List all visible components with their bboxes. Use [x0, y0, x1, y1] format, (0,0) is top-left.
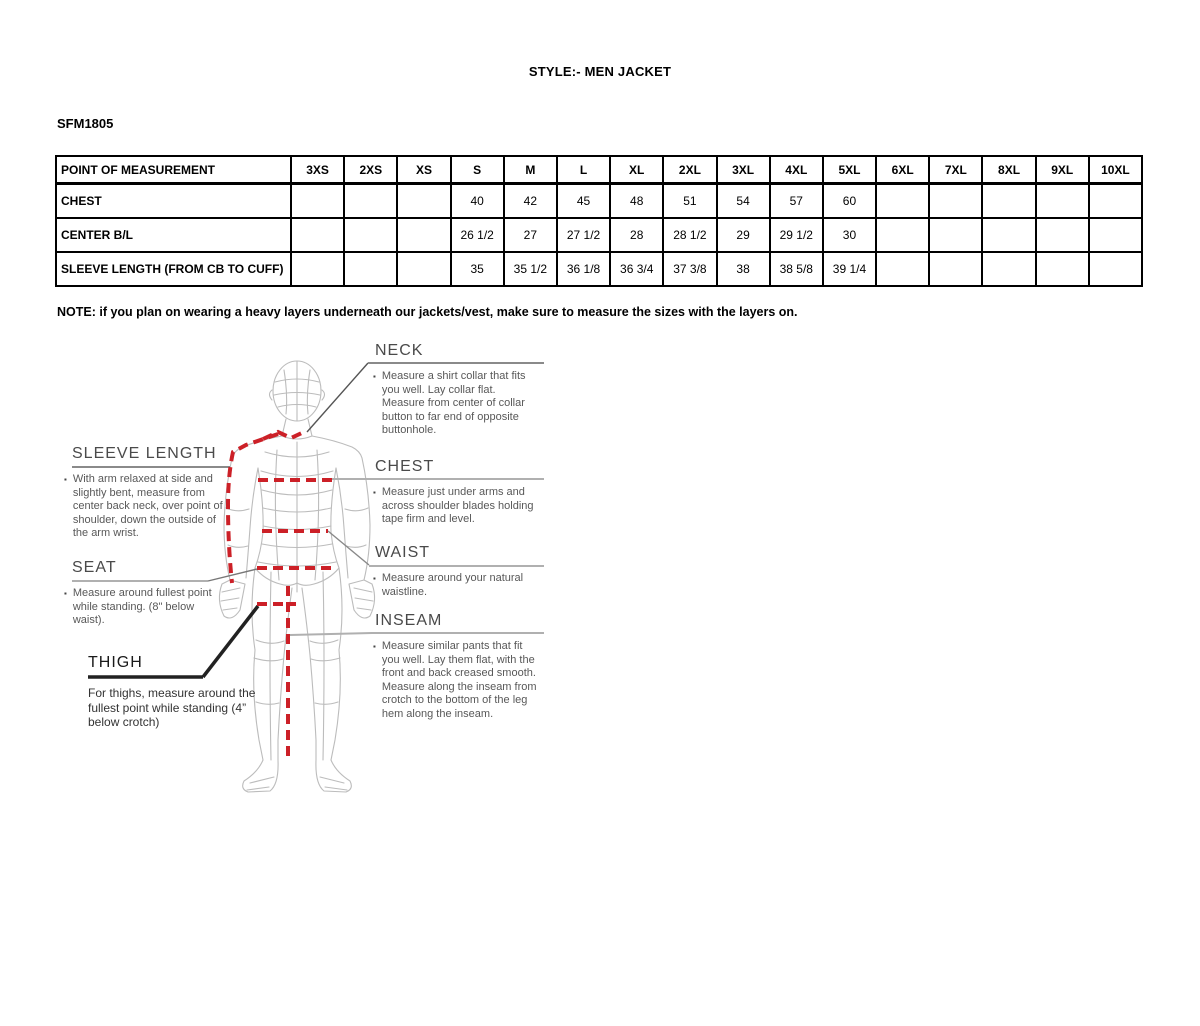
neck-section-body: ▪ Measure a shirt collar that fits you well. Lay collar flat. Measure from center of collar button to far end of opposite buttonhole. — [373, 370, 526, 436]
size-value-cell — [397, 252, 450, 286]
size-value-cell — [929, 218, 982, 252]
column-header: M — [504, 156, 557, 184]
size-value-cell — [1089, 252, 1142, 286]
size-value-cell — [344, 252, 397, 286]
size-value-cell — [291, 184, 344, 219]
size-value-cell — [1036, 252, 1089, 286]
size-value-cell — [982, 252, 1035, 286]
size-value-cell — [929, 184, 982, 219]
column-header: 9XL — [1036, 156, 1089, 184]
sleeve-section-body: ▪ With arm relaxed at side and slightly bent, measure from center back neck, over point of shoulder, down the outside of the arm wrist. — [64, 473, 223, 539]
size-value-cell — [982, 184, 1035, 219]
bullet-icon: ▪ — [64, 475, 67, 484]
thigh-section-title: THIGH — [88, 654, 143, 671]
size-value-cell: 60 — [823, 184, 876, 219]
size-value-cell: 35 — [451, 252, 504, 286]
column-header: 2XL — [663, 156, 716, 184]
waist-section-title: WAIST — [375, 544, 431, 561]
size-value-cell — [397, 184, 450, 219]
table-row-sleeve-length — [56, 252, 1142, 286]
size-value-cell: 36 3/4 — [610, 252, 663, 286]
size-value-cell — [929, 252, 982, 286]
column-header: XL — [610, 156, 663, 184]
size-measurement-table — [55, 155, 1143, 287]
table-row-chest — [56, 184, 1142, 219]
size-value-cell — [876, 218, 929, 252]
size-value-cell: 35 1/2 — [504, 252, 557, 286]
row-label: SLEEVE LENGTH (FROM CB TO CUFF) — [56, 252, 291, 286]
bullet-icon: ▪ — [373, 372, 376, 381]
sleeve-measure-line — [228, 434, 278, 583]
size-value-cell: 30 — [823, 218, 876, 252]
column-header: 10XL — [1089, 156, 1142, 184]
size-value-cell — [876, 252, 929, 286]
column-header: L — [557, 156, 610, 184]
chest-section-title: CHEST — [375, 458, 435, 475]
column-header: 5XL — [823, 156, 876, 184]
size-value-cell: 29 1/2 — [770, 218, 823, 252]
size-value-cell — [1089, 184, 1142, 219]
column-header: 4XL — [770, 156, 823, 184]
bullet-icon: ▪ — [64, 589, 67, 598]
size-value-cell: 29 — [717, 218, 770, 252]
size-value-cell: 45 — [557, 184, 610, 219]
size-value-cell — [397, 218, 450, 252]
waist-section-body: ▪ Measure around your natural waistline. — [373, 572, 524, 598]
table-header-row — [56, 156, 1142, 184]
size-value-cell: 38 — [717, 252, 770, 286]
inseam-section-title: INSEAM — [375, 612, 443, 629]
bullet-icon: ▪ — [373, 574, 376, 583]
inseam-section-body: ▪ Measure similar pants that fit you well. Lay them flat, with the front and back creased smooth. Measure along the inseam from crotch to the bottom of the leg hem along the inseam. — [373, 640, 537, 720]
column-header: 7XL — [929, 156, 982, 184]
size-value-cell: 26 1/2 — [451, 218, 504, 252]
bullet-icon: ▪ — [373, 642, 376, 651]
size-value-cell — [1036, 184, 1089, 219]
seat-section-title: SEAT — [72, 559, 117, 576]
size-value-cell — [344, 184, 397, 219]
size-value-cell: 27 1/2 — [557, 218, 610, 252]
size-value-cell: 28 — [610, 218, 663, 252]
size-value-cell: 57 — [770, 184, 823, 219]
bullet-icon: ▪ — [373, 488, 376, 497]
column-header: 2XS — [344, 156, 397, 184]
size-value-cell: 48 — [610, 184, 663, 219]
column-header: 3XL — [717, 156, 770, 184]
size-value-cell — [1089, 218, 1142, 252]
size-value-cell — [344, 218, 397, 252]
size-value-cell: 27 — [504, 218, 557, 252]
thigh-section-body: For thighs, measure around the fullest point while standing (4” below crotch) — [88, 686, 256, 729]
size-value-cell: 39 1/4 — [823, 252, 876, 286]
column-header: POINT OF MEASUREMENT — [56, 156, 291, 184]
chest-section-body: ▪ Measure just under arms and across shoulder blades holding tape firm and level. — [373, 486, 534, 525]
size-value-cell: 40 — [451, 184, 504, 219]
size-value-cell — [1036, 218, 1089, 252]
size-value-cell — [876, 184, 929, 219]
sleeve-section-title: SLEEVE LENGTH — [72, 445, 217, 462]
measurement-diagram — [60, 340, 580, 810]
column-header: 6XL — [876, 156, 929, 184]
size-value-cell — [291, 252, 344, 286]
table-row-center-bl — [56, 218, 1142, 252]
note-text: NOTE: if you plan on wearing a heavy layers underneath our jackets/vest, make sure to measure the sizes with the layers on. — [57, 305, 798, 319]
column-header: S — [451, 156, 504, 184]
size-value-cell: 54 — [717, 184, 770, 219]
size-value-cell: 28 1/2 — [663, 218, 716, 252]
size-value-cell: 42 — [504, 184, 557, 219]
row-label: CENTER B/L — [56, 218, 291, 252]
column-header: 3XS — [291, 156, 344, 184]
column-header: 8XL — [982, 156, 1035, 184]
neck-section-title: NECK — [375, 342, 424, 359]
size-value-cell — [982, 218, 1035, 252]
size-value-cell: 36 1/8 — [557, 252, 610, 286]
size-value-cell: 38 5/8 — [770, 252, 823, 286]
size-value-cell: 51 — [663, 184, 716, 219]
style-code: SFM1805 — [57, 116, 114, 131]
size-value-cell — [291, 218, 344, 252]
column-header: XS — [397, 156, 450, 184]
document-title: STYLE:- MEN JACKET — [528, 64, 672, 79]
seat-section-body: ▪ Measure around fullest point while standing. (8" below waist). — [64, 587, 212, 626]
row-label: CHEST — [56, 184, 291, 219]
size-value-cell: 37 3/8 — [663, 252, 716, 286]
